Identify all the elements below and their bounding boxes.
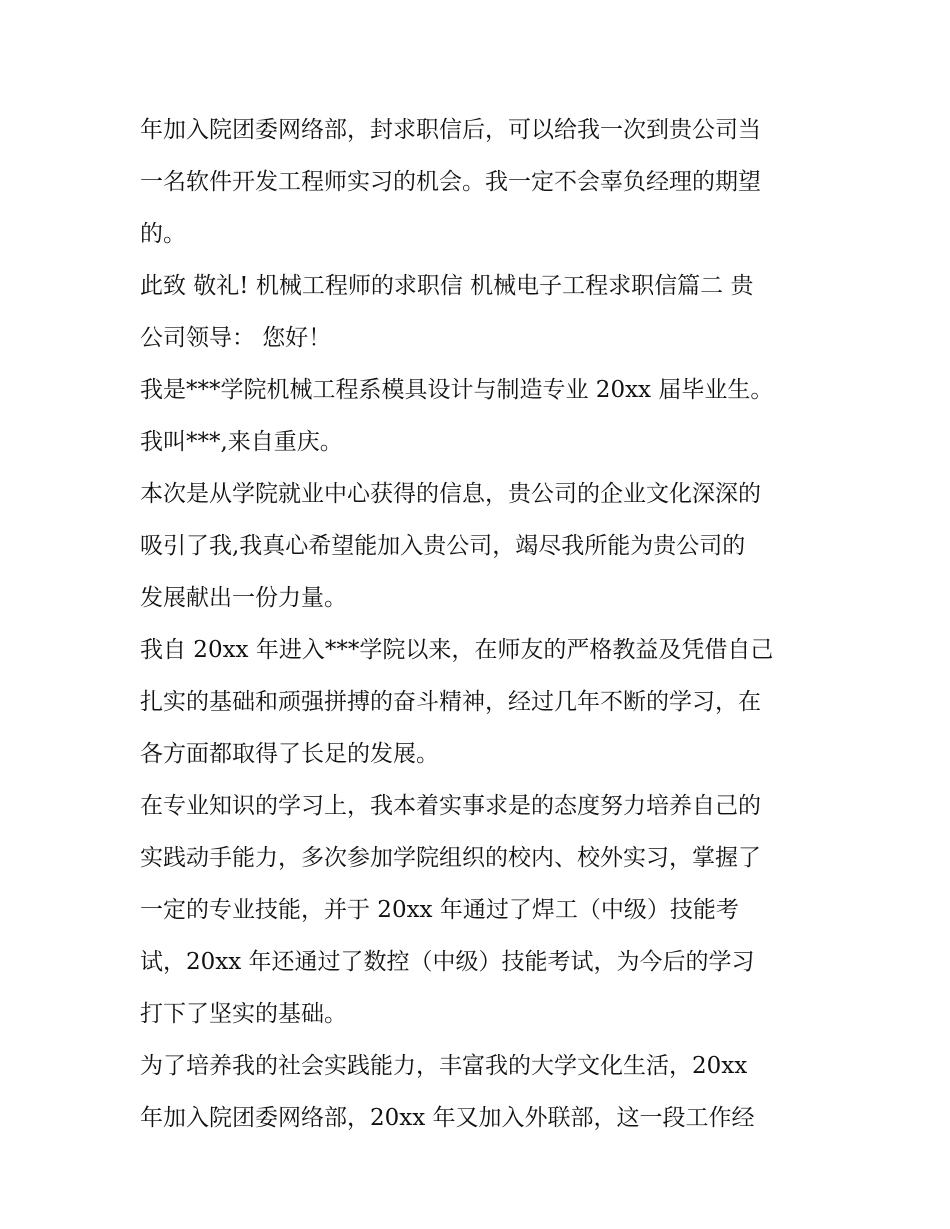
text-line: 我自 20xx 年进入***学院以来，在师友的严格教益及凭借自己 (140, 637, 774, 663)
text-line: 我叫***,来自重庆。 (140, 429, 343, 455)
text-line: 在专业知识的学习上，我本着实事求是的态度努力培养自己的 (140, 793, 761, 819)
text-line: 此致 敬礼! 机械工程师的求职信 机械电子工程求职信篇二 贵 (140, 273, 754, 299)
text-line: 年加入院团委网络部，封求职信后，可以给我一次到贵公司当 (140, 117, 761, 143)
text-line: 本次是从学院就业中心获得的信息，贵公司的企业文化深深的 (140, 481, 761, 507)
text-line: 打下了坚实的基础。 (140, 1001, 347, 1027)
text-line: 公司领导： 您好！ (140, 325, 332, 351)
text-line: 各方面都取得了长足的发展。 (140, 741, 439, 767)
document-body (140, 104, 830, 1144)
text-line: 试，20xx 年还通过了数控（中级）技能考试，为今后的学习 (140, 949, 755, 975)
text-line: 我是***学院机械工程系模具设计与制造专业 20xx 届毕业生。 (140, 377, 774, 403)
text-line: 的。 (140, 221, 186, 247)
text-line: 一定的专业技能，并于 20xx 年通过了焊工（中级）技能考 (140, 897, 739, 923)
text-line: 发展献出一份力量。 (140, 585, 347, 611)
text-line: 一名软件开发工程师实习的机会。我一定不会辜负经理的期望 (140, 169, 761, 195)
text-line: 实践动手能力，多次参加学院组织的校内、校外实习，掌握了 (140, 845, 761, 871)
text-line: 吸引了我,我真心希望能加入贵公司，竭尽我所能为贵公司的 (140, 533, 746, 559)
text-line: 扎实的基础和顽强拼搏的奋斗精神，经过几年不断的学习，在 (140, 689, 761, 715)
text-line: 年加入院团委网络部，20xx 年又加入外联部，这一段工作经 (140, 1105, 755, 1131)
text-line: 为了培养我的社会实践能力，丰富我的大学文化生活，20xx (140, 1053, 748, 1079)
